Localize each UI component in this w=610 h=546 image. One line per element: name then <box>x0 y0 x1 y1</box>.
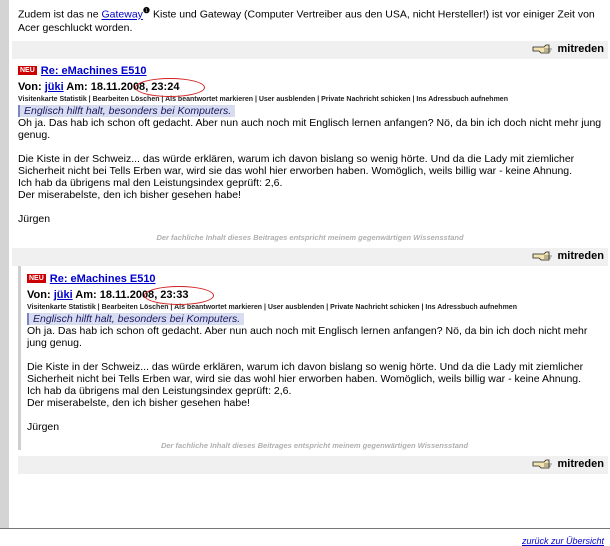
post-actions[interactable]: Visitenkarte Statistik | Bearbeiten Löschen | Als beantwortet markieren | User ausblenden | Private Nachricht schicken | Ins Adressbuch aufnehmen <box>27 303 517 311</box>
red-highlight-circle <box>144 286 214 305</box>
post-meta <box>27 289 188 301</box>
quote-block: Englisch hilft halt, besonders bei Komputers. <box>27 313 244 325</box>
meta-time: , 23:24 <box>145 80 180 93</box>
post-title-link[interactable]: Re: eMachines E510 <box>40 64 147 77</box>
meta-time: , 23:33 <box>154 288 189 301</box>
post-body: Oh ja. Das hab ich schon oft gedacht. Aber nun auch noch mit Englisch lernen anfangen? Nö, da bin ich doch nicht mehr jung genug. Die Kiste in der Schweiz... das würde erklären, warum ich davon bislang so wenig hörte. Und da die Lady mit ziemlicher Sicherheit nicht bei Tells Erben war, wird sie das wohl hier erworben haben. Womöglich, weils billig war - keine Ahnung. Ich hab da übrigens mal den Leistungsindex geprüft: 2,6. Der miserabelste, den ich bisher gesehen habe! Jürgen <box>27 324 588 433</box>
intro-text-start: Zudem ist das ne <box>18 8 102 21</box>
info-icon: ❶ <box>142 6 151 15</box>
post-title-row <box>27 273 602 285</box>
meta-prefix: Von: <box>18 80 45 93</box>
post-2 <box>18 266 608 450</box>
post-signature: Der fachliche Inhalt dieses Beitrages entspricht meinem gegenwärtigen Wissensstand <box>156 232 464 242</box>
post-title-link[interactable]: Re: eMachines E510 <box>49 272 156 285</box>
meta-date: Am: 18.11.2008 <box>72 288 155 301</box>
intro-text <box>12 0 608 35</box>
post-body: Oh ja. Das hab ich schon oft gedacht. Aber nun auch noch mit Englisch lernen anfangen? Nö, da bin ich doch nicht mehr jung genug. Die Kiste in der Schweiz... das würde erklären, warum ich davon bislang so wenig hörte. Und da die Lady mit ziemlicher Sicherheit nicht bei Tells Erben war, wird sie das wohl hier erworben haben. Womöglich, weils billig war - keine Ahnung. Ich hab da übrigens mal den Leistungsindex geprüft: 2,6. Der miserabelste, den ich bisher gesehen habe! Jürgen <box>18 116 602 225</box>
intro-text-end: Kiste und Gateway (Computer Vertreiber aus den USA, nicht Hersteller!) ist vor einiger Zeit von Acer geschluckt worden. <box>18 8 595 34</box>
reply-button-2[interactable] <box>532 250 604 262</box>
quote-block: Englisch hilft halt, besonders bei Komputers. <box>18 105 235 117</box>
reply-bar-3 <box>18 456 608 474</box>
left-border <box>0 0 9 528</box>
post-signature: Der fachliche Inhalt dieses Beitrages entspricht meinem gegenwärtigen Wissensstand <box>160 440 469 450</box>
red-highlight-circle <box>135 78 205 97</box>
pointing-hand-icon <box>532 458 554 470</box>
gateway-link[interactable]: Gateway <box>101 8 143 21</box>
back-to-overview-link[interactable]: zurück zur Übersicht <box>521 536 604 546</box>
post-actions[interactable]: Visitenkarte Statistik | Bearbeiten Löschen | Als beantwortet markieren | User ausblenden | Private Nachricht schicken | Ins Adressbuch aufnehmen <box>18 95 508 103</box>
bottom-divider <box>0 528 610 529</box>
pointing-hand-icon <box>532 250 554 262</box>
reply-label: mitreden <box>557 42 604 55</box>
reply-bar-1 <box>12 41 608 59</box>
reply-button-3[interactable] <box>532 458 604 470</box>
new-badge: NEU <box>29 275 44 282</box>
new-badge: NEU <box>20 67 35 74</box>
reply-bar-2 <box>12 248 608 266</box>
post-1 <box>12 59 608 242</box>
reply-label: mitreden <box>557 457 604 470</box>
author-link[interactable]: jüki <box>53 288 73 301</box>
meta-date: Am: 18.11.2008 <box>63 80 146 93</box>
reply-label: mitreden <box>557 249 604 262</box>
post-title-row <box>18 65 602 77</box>
reply-button-1[interactable] <box>532 43 604 55</box>
pointing-hand-icon <box>532 43 554 55</box>
post-meta <box>18 81 179 93</box>
thread-content <box>12 0 608 474</box>
author-link[interactable]: jüki <box>44 80 64 93</box>
meta-prefix: Von: <box>27 288 54 301</box>
